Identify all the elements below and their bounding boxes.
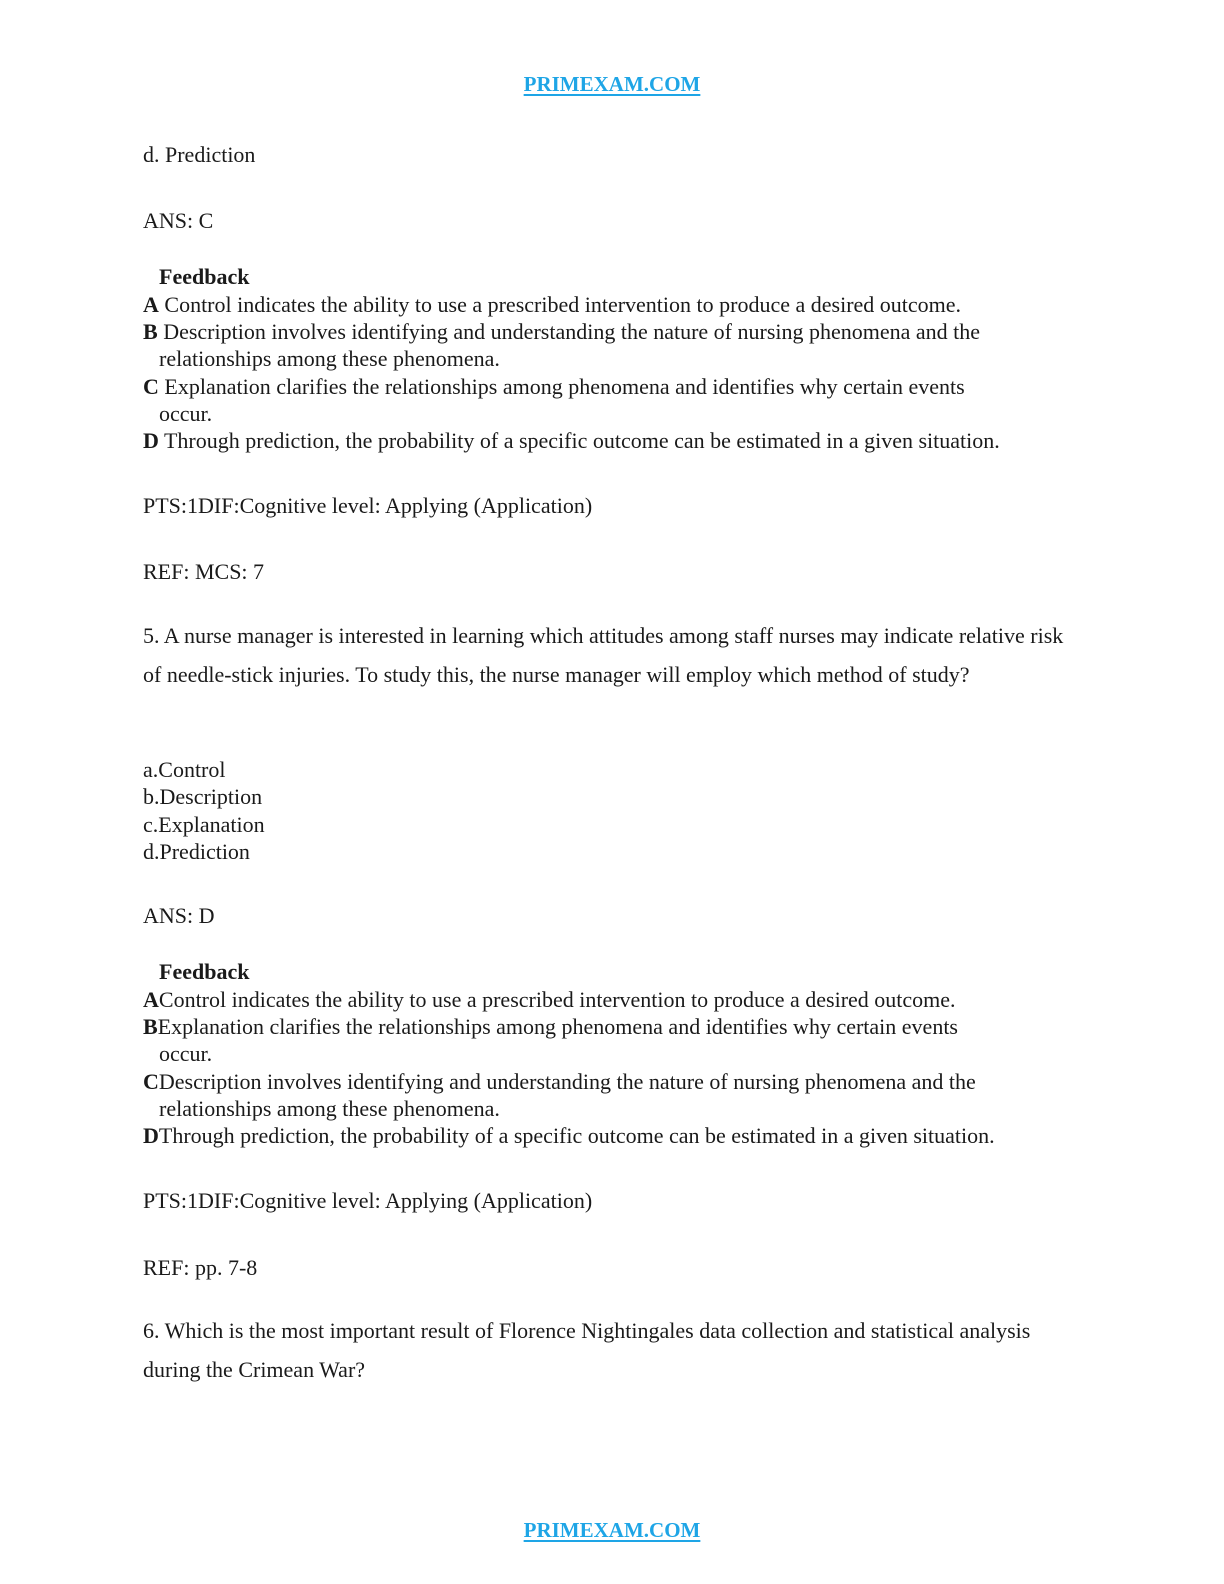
feedback-text: Control indicates the ability to use a prescribed intervention to produce a desired outcome. (158, 292, 962, 317)
feedback-text: Description involves identifying and understanding the nature of nursing phenomena and the (157, 319, 981, 344)
feedback-continuation: occur. (159, 1041, 213, 1066)
feedback-text: Explanation clarifies the relationships among phenomena and identifies why certain events (157, 1014, 958, 1039)
feedback-text: Explanation clarifies the relationships among phenomena and identifies why certain events (158, 374, 965, 399)
question-6-text: 6. Which is the most important result of Florence Nightingales data collection and statistical analysis during the Crimean War? (143, 1318, 1031, 1382)
option-d: d.Prediction (143, 838, 250, 864)
feedback-q4-d (143, 427, 1000, 454)
previous-option-d: d. Prediction (143, 142, 256, 167)
answer-q4: ANS: C (143, 208, 214, 233)
feedback-letter: D (143, 1123, 159, 1148)
option-a: a.Control (143, 757, 226, 782)
feedback-text: Through prediction, the probability of a specific outcome can be estimated in a given situation. (158, 1123, 995, 1148)
feedback-q4-b (143, 318, 980, 372)
feedback-letter: B (143, 319, 158, 344)
footer-site-link[interactable]: PRIMEXAM.COM (523, 1518, 701, 1542)
question-5-text: 5. A nurse manager is interested in learning which attitudes among staff nurses may indicate relative risk of needle-stick injuries. To study this, the nurse manager will employ which method of study? (143, 623, 1064, 687)
feedback-letter: A (143, 292, 159, 317)
feedback-letter: A (143, 987, 159, 1012)
feedback-text: Through prediction, the probability of a specific outcome can be estimated in a given situation. (158, 428, 1000, 453)
feedback-text: Description involves identifying and understanding the nature of nursing phenomena and the (158, 1069, 976, 1094)
option-c: c.Explanation (143, 811, 265, 837)
feedback-q5-c (143, 1068, 976, 1122)
feedback-heading-q4: Feedback (159, 264, 250, 289)
feedback-text: Control indicates the ability to use a prescribed intervention to produce a desired outcome. (158, 987, 956, 1012)
option-b: b.Description (143, 784, 263, 810)
feedback-q5-a (143, 986, 956, 1013)
feedback-letter: B (143, 1014, 158, 1039)
feedback-letter: D (143, 428, 159, 453)
feedback-q5-b (143, 1013, 958, 1067)
feedback-q4-a (143, 291, 961, 318)
points-difficulty-q4: PTS:1DIF:Cognitive level: Applying (Application) (143, 493, 593, 518)
feedback-heading-q5: Feedback (159, 959, 250, 984)
answer-q5: ANS: D (143, 903, 215, 928)
points-difficulty-q5: PTS:1DIF:Cognitive level: Applying (Application) (143, 1188, 593, 1213)
feedback-letter: C (143, 1069, 159, 1094)
feedback-q4-c (143, 373, 965, 427)
feedback-letter: C (143, 374, 159, 399)
reference-q5: REF: pp. 7-8 (143, 1255, 258, 1280)
header-site-link[interactable]: PRIMEXAM.COM (523, 72, 701, 96)
feedback-continuation: relationships among these phenomena. (159, 346, 500, 371)
feedback-continuation: relationships among these phenomena. (159, 1096, 500, 1121)
question-5-options (143, 756, 265, 865)
feedback-q5-d (143, 1122, 995, 1149)
feedback-continuation: occur. (159, 401, 213, 426)
reference-q4: REF: MCS: 7 (143, 559, 265, 584)
